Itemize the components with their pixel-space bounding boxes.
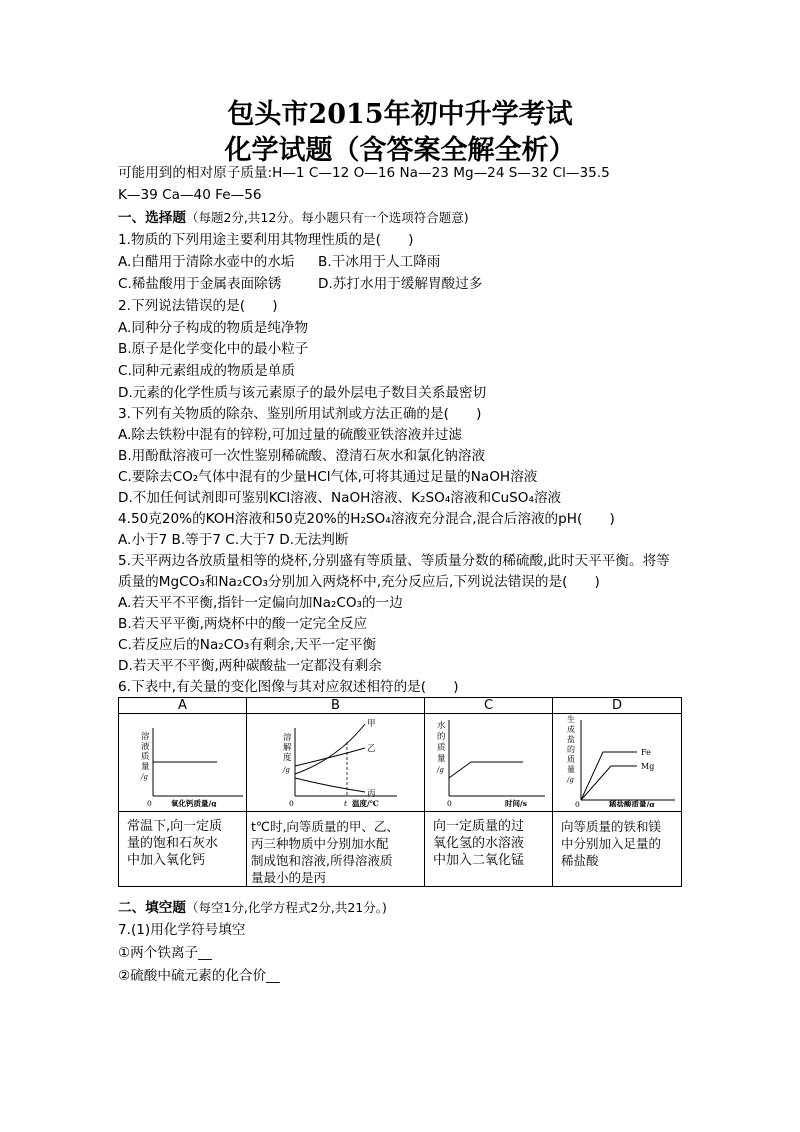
graph-b-ylabel-2: 解 <box>283 743 292 753</box>
q3-stem: 3.下列有关物质的除杂、鉴别所用试剂或方法正确的是( ) <box>118 406 482 422</box>
q5-option-c: C.若反应后的Na₂CO₃有剩余,天平一定平衡 <box>118 637 377 653</box>
q6-desc-d-line: 向等质量的铁和镁 <box>561 819 662 834</box>
q2-option-a: A.同种分子构成的物质是纯净物 <box>118 320 309 336</box>
q3-option-a: A.除去铁粉中混有的锌粉,可加过量的硫酸亚铁溶液并过滤 <box>118 427 462 443</box>
graph-a-ylabel-1: 溶 <box>141 732 150 742</box>
graph-d-ylabel-1: 生 <box>567 715 575 724</box>
graph-b-label-jia: 甲 <box>367 719 376 729</box>
q6-header-a: A <box>119 698 247 714</box>
q2-option-d: D.元素的化学性质与该元素原子的最外层电子数目关系最密切 <box>118 385 487 401</box>
graph-c-xlabel: 时间/s <box>505 799 527 807</box>
graph-c-ylabel-1: 水 <box>437 721 446 731</box>
q6-desc-c-line: 氧化氢的水溶液 <box>433 836 525 851</box>
graph-c-cell <box>425 714 553 812</box>
q7-item-2: ②硫酸中硫元素的化合价__ <box>118 968 280 984</box>
q4-options: A.小于7 B.等于7 C.大于7 D.无法判断 <box>118 532 349 548</box>
q6-desc-d <box>553 812 682 887</box>
graph-a-ylabel-unit: /g <box>141 773 148 781</box>
graph-b-cell <box>247 714 425 812</box>
q2-option-b: B.原子是化学变化中的最小粒子 <box>118 341 309 357</box>
q6-header-c: C <box>425 698 553 714</box>
q6-desc-b <box>247 812 425 887</box>
q7-stem: 7.(1)用化学符号填空 <box>118 922 246 938</box>
graph-a-ylabel-3: 质 <box>141 752 150 762</box>
graph-d-label-fe: Fe <box>641 748 651 757</box>
graph-b-ylabel-1: 溶 <box>283 733 292 743</box>
q6-desc-c-line: 中加入二氧化锰 <box>433 853 525 868</box>
section2-title: 二、填空题 <box>118 900 186 916</box>
graph-c-ylabel-2: 的 <box>437 732 446 742</box>
section2-note: （每空1分,化学方程式2分,共21分。) <box>185 900 387 915</box>
q6-desc-b-line: 制成饱和溶液,所得溶液质 <box>251 853 393 868</box>
section1-note: （每题2分,共12分。每小题只有一个选项符合题意) <box>185 210 469 225</box>
graph-b-xlabel: 温度/℃ <box>352 799 379 807</box>
graph-a-ylabel-2: 液 <box>141 742 150 752</box>
graph-b-label-yi: 乙 <box>367 744 376 754</box>
graph-a-ylabel-4: 量 <box>141 762 150 772</box>
graph-c <box>425 714 551 807</box>
q6-desc-d-line: 中分别加入足量的 <box>561 836 662 851</box>
q3-option-b: B.用酚酞溶液可一次性鉴别稀硫酸、澄清石灰水和氯化钠溶液 <box>118 448 486 464</box>
q6-desc-c-line: 向一定质量的过 <box>433 819 525 834</box>
atomic-mass-line-1: 可能用到的相对原子质量:H—1 C—12 O—16 Na—23 Mg—24 S—32 Cl—35.5 <box>118 165 610 181</box>
q1-option-b: B.干冰用于人工降雨 <box>318 254 441 270</box>
q6-header-b: B <box>247 698 425 714</box>
q5-option-d: D.若天平不平衡,两种碳酸盐一定都没有剩余 <box>118 658 382 674</box>
graph-d-ylabel-5: 质 <box>567 755 575 764</box>
graph-b-curve-yi <box>295 748 365 766</box>
graph-d-label-mg: Mg <box>641 762 655 771</box>
q1-option-a: A.白醋用于清除水壶中的水垢 <box>118 254 295 270</box>
q6-desc-a-line: 中加入氧化钙 <box>127 853 206 868</box>
q2-option-c: C.同种元素组成的物质是单质 <box>118 363 295 379</box>
graph-d-curve-fe <box>581 752 637 800</box>
graph-c-ylabel-unit: /g <box>437 766 444 774</box>
graph-d-cell <box>553 714 682 812</box>
graph-d-ylabel-3: 盐 <box>567 735 575 744</box>
graph-d-xlabel: 稀盐酸质量/g <box>609 800 655 807</box>
q6-desc-a <box>119 812 247 887</box>
exam-title: 包头市2015年初中升学考试 <box>227 99 573 130</box>
graph-d <box>553 714 680 807</box>
section2-heading <box>118 899 387 917</box>
q1-option-d: D.苏打水用于缓解胃酸过多 <box>318 276 483 292</box>
q6-header-d: D <box>553 698 682 714</box>
q5-stem-line-2: 质量的MgCO₃和Na₂CO₃分别加入两烧杯中,充分反应后,下列说法错误的是( ) <box>118 574 600 590</box>
q3-option-d: D.不加任何试剂即可鉴别KCl溶液、NaOH溶液、K₂SO₄溶液和CuSO₄溶液 <box>118 490 562 506</box>
q6-desc-b-line: 丙三种物质中分别加水配 <box>251 836 389 851</box>
graph-b-ylabel-3: 度 <box>283 753 292 763</box>
graph-a-xlabel: 氧化钙质量/g <box>171 799 217 807</box>
graph-b-t-tick: t <box>344 799 348 807</box>
section1-title: 一、选择题 <box>118 210 186 226</box>
q6-stem: 6.下表中,有关量的变化图像与其对应叙述相符的是( ) <box>118 679 459 695</box>
graph-d-origin: 0 <box>575 800 580 807</box>
exam-subtitle: 化学试题（含答案全解全析） <box>224 135 576 166</box>
graph-d-ylabel-4: 的 <box>567 745 575 754</box>
q5-stem-line-1: 5.天平两边各放质量相等的烧杯,分别盛有等质量、等质量分数的稀硫酸,此时天平平衡。将等 <box>118 553 670 569</box>
graph-d-curve-mg <box>581 766 637 800</box>
graph-c-ylabel-3: 质 <box>437 743 446 753</box>
q4-stem: 4.50克20%的KOH溶液和50克20%的H₂SO₄溶液充分混合,混合后溶液的pH( ) <box>118 511 615 527</box>
graph-b-curve-jia <box>295 724 365 774</box>
graph-c-origin: 0 <box>447 799 452 807</box>
graph-c-curve <box>449 762 523 778</box>
q3-option-c: C.要除去CO₂气体中混有的少量HCl气体,可将其通过足量的NaOH溶液 <box>118 469 538 485</box>
q6-desc-b-line: 量最小的是丙 <box>251 870 327 885</box>
graph-a-cell <box>119 714 247 812</box>
atomic-mass-line-2: K—39 Ca—40 Fe—56 <box>118 187 262 203</box>
q6-desc-a-line: 量的饱和石灰水 <box>127 836 219 851</box>
graph-b <box>247 714 423 807</box>
graph-b-label-bing: 丙 <box>367 789 376 799</box>
graph-d-ylabel-2: 成 <box>567 725 575 734</box>
q6-desc-d-line: 稀盐酸 <box>561 853 599 868</box>
q6-desc-c <box>425 812 553 887</box>
graph-b-curve-bing <box>295 778 365 792</box>
q6-desc-b-line: t℃时,向等质量的甲、乙、 <box>251 819 399 834</box>
graph-c-ylabel-4: 量 <box>437 754 446 764</box>
q5-option-a: A.若天平不平衡,指针一定偏向加Na₂CO₃的一边 <box>118 595 403 611</box>
q5-option-b: B.若天平平衡,两烧杯中的酸一定完全反应 <box>118 616 368 632</box>
section1-heading <box>118 209 469 227</box>
q6-table <box>118 697 682 887</box>
graph-b-origin: 0 <box>289 799 294 807</box>
q6-desc-a-line: 常温下,向一定质 <box>127 819 223 834</box>
q7-item-1: ①两个铁离子__ <box>118 945 212 961</box>
graph-a-origin: 0 <box>147 799 152 807</box>
graph-b-ylabel-unit: /g <box>283 766 290 774</box>
q1-option-c: C.稀盐酸用于金属表面除锈 <box>118 276 282 292</box>
graph-d-ylabel-6: 量 <box>567 765 575 774</box>
graph-d-ylabel-unit: /g <box>567 776 574 784</box>
q2-stem: 2.下列说法错误的是( ) <box>118 298 278 314</box>
graph-a <box>119 714 245 807</box>
q1-stem: 1.物质的下列用途主要利用其物理性质的是( ) <box>118 232 414 248</box>
